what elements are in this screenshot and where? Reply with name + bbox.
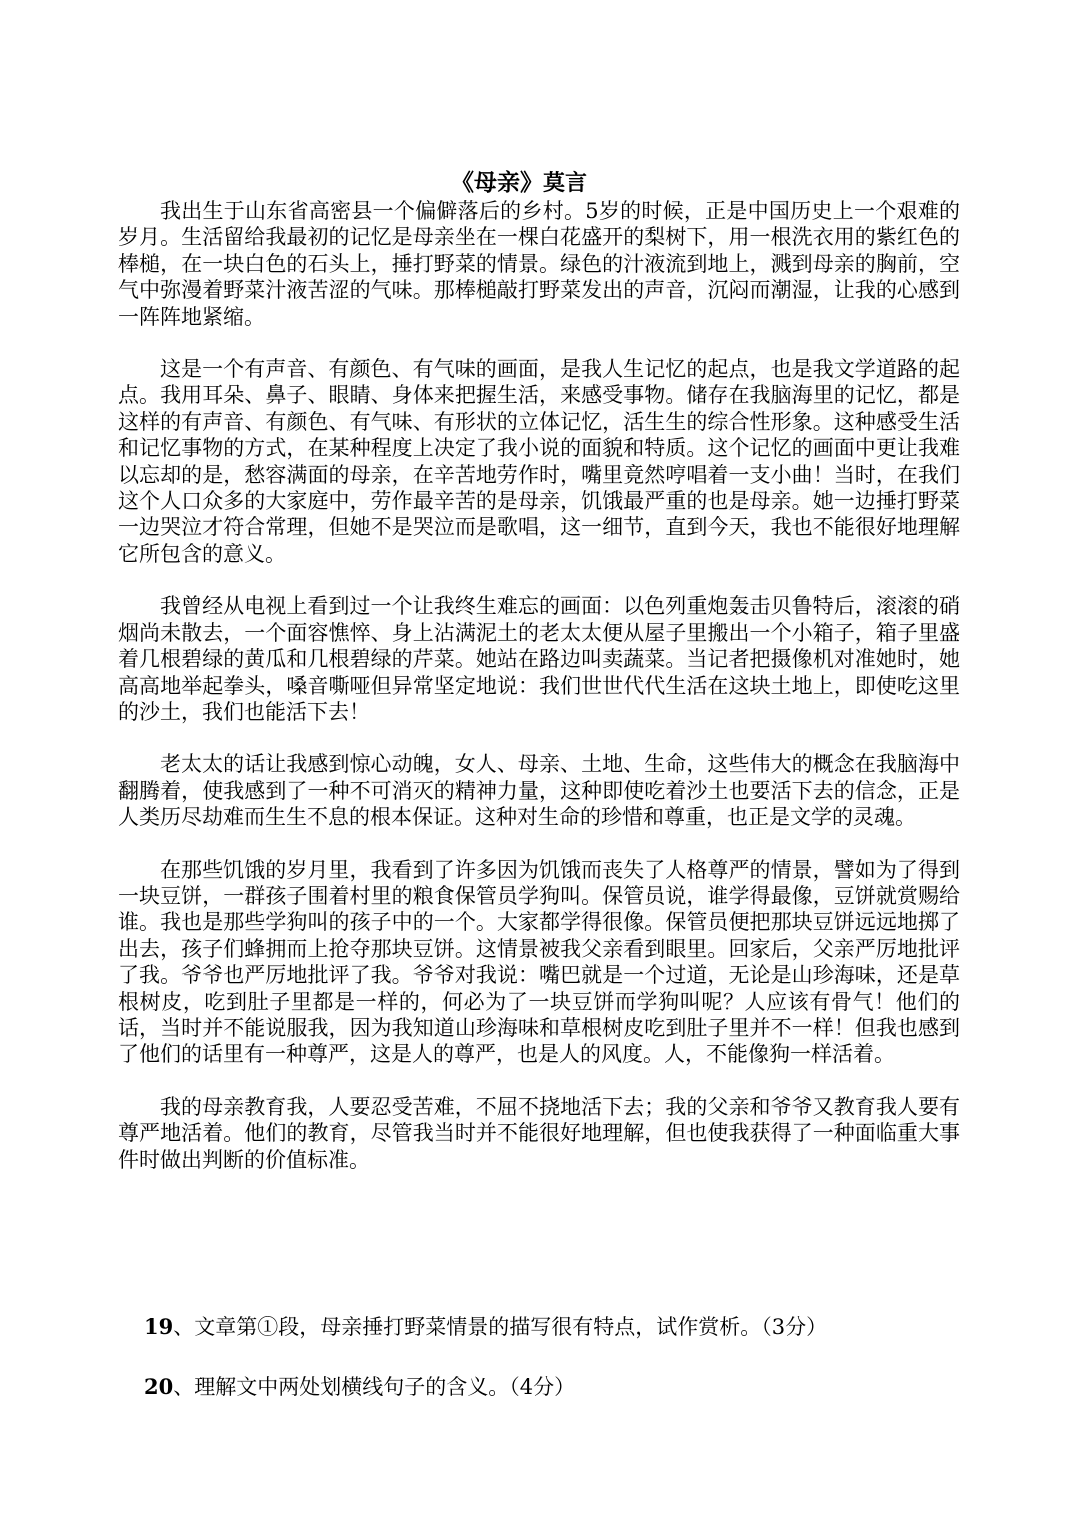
question-text: 、文章第①段，母亲捶打野菜情景的描写很有特点，试作赏析。（3分） <box>173 1315 828 1339</box>
question-number: 19 <box>144 1314 174 1339</box>
author-name: 莫言 <box>542 170 587 196</box>
paragraph-6: 我的母亲教育我，人要忍受苦难，不屈不挠地活下去；我的父亲和爷爷又教育我人要有尊严地活着。他们的教育，尽管我当时并不能很好地理解，但也使我获得了一种面临重大事件时做出判断的价值标准。 <box>118 1094 960 1172</box>
question-number: 20 <box>144 1374 174 1399</box>
question-text: 、理解文中两处划横线句子的含义。（4分） <box>173 1375 576 1399</box>
question-19 <box>144 1312 1004 1342</box>
paragraph-3: 我曾经从电视上看到过一个让我终生难忘的画面：以色列重炮轰击贝鲁特后，滚滚的硝烟尚未散去，一个面容憔悴、身上沾满泥土的老太太便从屋子里搬出一个小箱子，箱子里盛着几根碧绿的黄瓜和几根碧绿的芹菜。她站在路边叫卖蔬菜。当记者把摄像机对准她时，她高高地举起拳头，嗓音嘶哑但异常坚定地说：我们世世代代生活在这块土地上，即使吃这里的沙土，我们也能活下去！ <box>118 594 960 724</box>
article-title <box>118 168 960 198</box>
work-title: 《母亲》 <box>450 169 543 196</box>
paragraph-2: 这是一个有声音、有颜色、有气味的画面，是我人生记忆的起点，也是我文学道路的起点。我用耳朵、鼻子、眼睛、身体来把握生活，来感受事物。储存在我脑海里的记忆，都是这样的有声音、有颜色、有气味、有形状的立体记忆，活生生的综合性形象。这种感受生活和记忆事物的方式，在某种程度上决定了我小说的面貌和特质。这个记忆的画面中更让我难以忘却的是，愁容满面的母亲，在辛苦地劳作时，嘴里竟然哼唱着一支小曲！当时，在我们这个人口众多的大家庭中，劳作最辛苦的是母亲，饥饿最严重的也是母亲。她一边捶打野菜一边哭泣才符合常理，但她不是哭泣而是歌唱，这一细节，直到今天，我也不能很好地理解它所包含的意义。 <box>118 357 960 566</box>
question-list <box>144 1312 1004 1432</box>
paragraph-4: 老太太的话让我感到惊心动魄，女人、母亲、土地、生命，这些伟大的概念在我脑海中翻腾着，使我感到了一种不可消灭的精神力量，这种即使吃着沙土也要活下去的信念，正是人类历尽劫难而生生不息的根本保证。这种对生命的珍惜和尊重，也正是文学的灵魂。 <box>118 752 960 830</box>
paragraph-1: 我出生于山东省高密县一个偏僻落后的乡村。5岁的时候，正是中国历史上一个艰难的岁月。生活留给我最初的记忆是母亲坐在一棵白花盛开的梨树下，用一根洗衣用的紫红色的棒槌，在一块白色的石头上，捶打野菜的情景。绿色的汁液流到地上，溅到母亲的胸前，空气中弥漫着野菜汁液苦涩的气味。那棒槌敲打野菜发出的声音，沉闷而潮湿，让我的心感到一阵阵地紧缩。 <box>118 199 960 329</box>
paragraph-5: 在那些饥饿的岁月里，我看到了许多因为饥饿而丧失了人格尊严的情景，譬如为了得到一块豆饼，一群孩子围着村里的粮食保管员学狗叫。保管员说，谁学得最像，豆饼就赏赐给谁。我也是那些学狗叫的孩子中的一个。大家都学得很像。保管员便把那块豆饼远远地掷了出去，孩子们蜂拥而上抢夺那块豆饼。这情景被我父亲看到眼里。回家后，父亲严厉地批评了我。爷爷也严厉地批评了我。爷爷对我说：嘴巴就是一个过道，无论是山珍海味，还是草根树皮，吃到肚子里都是一样的，何必为了一块豆饼而学狗叫呢？人应该有骨气！他们的话，当时并不能说服我，因为我知道山珍海味和草根树皮吃到肚子里并不一样！但我也感到了他们的话里有一种尊严，这是人的尊严，也是人的风度。人，不能像狗一样活着。 <box>118 857 960 1067</box>
question-20 <box>144 1372 1004 1402</box>
article <box>118 168 960 1199</box>
